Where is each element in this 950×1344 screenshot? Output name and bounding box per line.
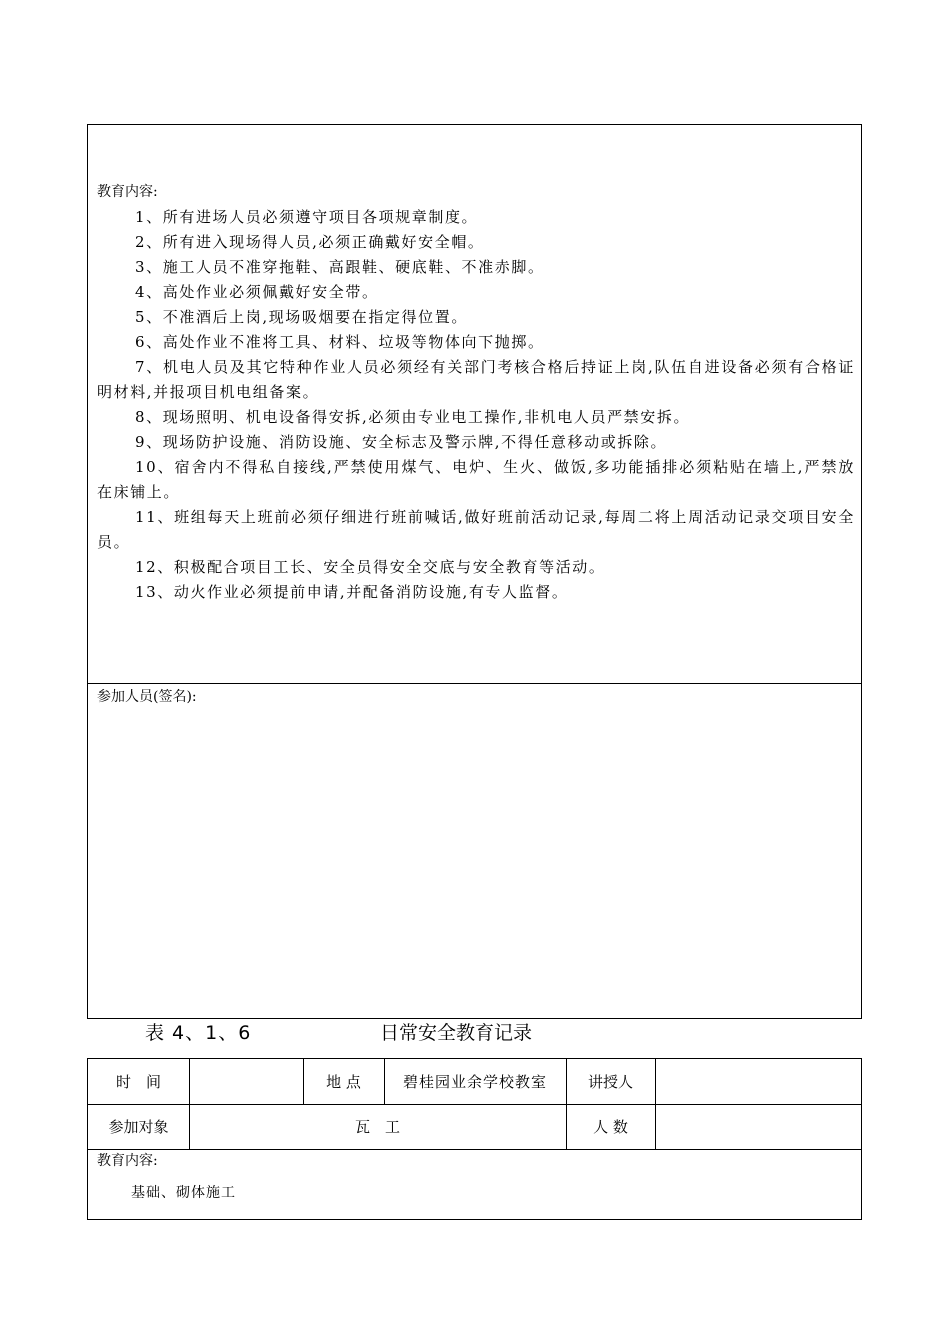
- time-value: [189, 1059, 303, 1104]
- lecturer-value: [655, 1059, 861, 1104]
- list-item: 2、所有进入现场得人员,必须正确戴好安全帽。: [135, 233, 485, 251]
- row-divider: [88, 1149, 861, 1150]
- education-content-label: 教育内容:: [97, 1153, 158, 1169]
- audience-value: 瓦 工: [354, 1118, 400, 1136]
- table-number: 表 4、1、6: [145, 1022, 252, 1044]
- list-item: 6、高处作业不准将工具、材料、垃圾等物体向下抛掷。: [135, 333, 545, 351]
- time-label: 时 间: [115, 1073, 161, 1091]
- education-content-list: [97, 205, 855, 605]
- list-item: 4、高处作业必须佩戴好安全带。: [135, 283, 379, 301]
- list-item: 7、机电人员及其它特种作业人员必须经有关部门考核合格后持证上岗,队伍自进设备必须有合格证明材料,并报项目机电组备案。: [97, 358, 855, 401]
- list-item: 12、积极配合项目工长、安全员得安全交底与安全教育等活动。: [135, 558, 606, 576]
- education-content-label: 教育内容:: [97, 184, 158, 200]
- place-value: 碧桂园业余学校教室: [402, 1073, 547, 1091]
- signature-label: 参加人员(签名):: [97, 689, 197, 705]
- lecturer-label: 讲授人: [587, 1073, 633, 1091]
- list-item: 3、施工人员不准穿拖鞋、高跟鞋、硬底鞋、不准赤脚。: [135, 258, 545, 276]
- list-item: 1、所有进场人员必须遵守项目各项规章制度。: [135, 208, 479, 226]
- page-title: 日常安全教育记录: [380, 1022, 533, 1044]
- place-label: 地 点: [326, 1073, 361, 1091]
- section-divider: [88, 683, 861, 684]
- education-content-value: 基础、砌体施工: [131, 1185, 236, 1201]
- count-value: [655, 1104, 861, 1149]
- audience-label: 参加对象: [108, 1118, 169, 1136]
- education-record-upper: [87, 124, 862, 1019]
- list-item: 8、现场照明、机电设备得安拆,必须由专业电工操作,非机电人员严禁安拆。: [135, 408, 691, 426]
- list-item: 11、班组每天上班前必须仔细进行班前喊话,做好班前活动记录,每周二将上周活动记录交项目安全员。: [97, 508, 855, 551]
- list-item: 13、动火作业必须提前申请,并配备消防设施,有专人监督。: [135, 583, 569, 601]
- list-item: 5、不准酒后上岗,现场吸烟要在指定得位置。: [135, 308, 468, 326]
- education-record-lower: [87, 1058, 862, 1220]
- list-item: 10、宿舍内不得私自接线,严禁使用煤气、电炉、生火、做饭,多功能插排必须粘贴在墙上,严禁放在床铺上。: [97, 458, 855, 501]
- list-item: 9、现场防护设施、消防设施、安全标志及警示牌,不得任意移动或拆除。: [135, 433, 668, 451]
- count-label: 人 数: [593, 1118, 628, 1136]
